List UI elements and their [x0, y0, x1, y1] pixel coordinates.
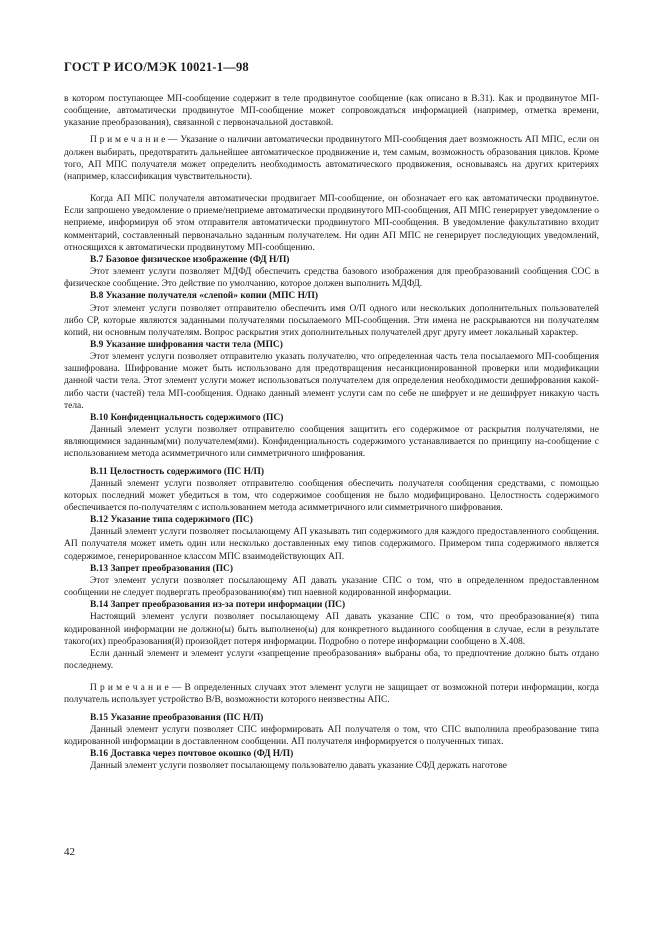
document-body: [64, 93, 599, 772]
paragraph: Данный элемент услуги позволяет отправителю сообщения защитить его содержимое от раскрытия получателями, не являющимися заданным(ми) получателем(ями). Конфиденциальность содержимого устанавливается по принципу на-сообщение с использованием метода асимметричного или симметричного шифрования.: [64, 425, 599, 460]
section-heading-b8: В.8 Указание получателя «слепой» копии (МПС Н/П): [90, 291, 319, 302]
section-heading-b14: В.14 Запрет преобразования из-за потери информации (ПС): [90, 600, 346, 611]
section-heading-b16: В.16 Доставка через почтовое окошко (ФД Н/П): [90, 748, 294, 759]
paragraph: Если данный элемент и элемент услуги «запрещение преобразования» выбраны оба, то предпочтение должно быть отдано последнему.: [64, 648, 599, 672]
paragraph: Этот элемент услуги позволяет отправителю обеспечить имя О/П одного или нескольких дополнительных пользователей либо СР, которые являются заданными получателями посылаемого МП-сообщения. Эти имена не раскрываются ни получателям копий, ни основным получателям. Вопрос раскрытия этих дополнительных получателей друг другу имеет локальный характер.: [64, 303, 599, 338]
paragraph: Этот элемент услуги позволяет МДФД обеспечить средства базового изображения для преобразований сообщения СОС в физическое сообщение. Это действие по умолчанию, которое должен выполнить МДФД.: [64, 267, 599, 290]
document-header: ГОСТ Р ИСО/МЭК 10021-1—98: [64, 60, 249, 74]
section-heading-b13: В.13 Запрет преобразования (ПС): [90, 563, 233, 574]
paragraph: Данный элемент услуги позволяет отправителю сообщения обеспечить получателя сообщения средствами, с помощью которых последний может убедиться в том, что содержимое сообщения не было модифицировано. Целостность содержимого обеспечивается по-получателям с использованием метода асимметричного или симметричного шифрования.: [64, 478, 599, 513]
paragraph: Настоящий элемент услуги позволяет посылающему АП давать указание СПС о том, что преобразование(я) типа кодированной информации не должно(ы) быть выполнено(ы) для конкретного выданного сообщения в случае, если в результате такого(их) преобразования(й) произойдет потеря информации. Подробно о потере информации сообщено в Х.408.: [64, 612, 599, 647]
note: [64, 134, 599, 183]
note-label: П р и м е ч а н и е —: [90, 683, 182, 694]
paragraph: Данный элемент услуги позволяет посылающему АП указывать тип содержимого для каждого предоставленного сообщения. АП получателя может иметь один или несколько доставленных ему типов содержимого. Примером типа содержимого является содержимое, генерированное классом МПС взаимодействующих АП.: [64, 527, 599, 562]
section-heading-b15: В.15 Указание преобразования (ПС Н/П): [90, 712, 264, 723]
paragraph: в котором поступающее МП-сообщение содержит в теле продвинутое сообщение (как описано в В.31). Как и продвинутое МП-сообщение, автоматически продвинутое МП-сообщение может сопровождаться информацией (например, отметка времени, указание преобразования), связанной с первоначальной доставкой.: [64, 94, 599, 129]
paragraph: Этот элемент услуги позволяет отправителю указать получателю, что определенная часть тела посылаемого МП-сообщения зашифрована. Шифрование может быть использовано для предотвращения несанкционированной проверки или модификации данной части тела. Этот элемент услуги может использоваться получателем для определения необходимости дешифрования какой-либо части (частей) тела МП-сообщения. Однако данный элемент услуги сам по себе не шифрует и не дешифрует никакую часть тела.: [64, 352, 599, 411]
paragraph: Данный элемент услуги позволяет СПС информировать АП получателя о том, что СПС выполнила преобразование типа кодированной информации в доставленном сообщении. АП получателя информируется о полученных типах.: [64, 724, 599, 747]
paragraph: Данный элемент услуги позволяет посылающему пользователю давать указание СФД держать наготове: [90, 761, 507, 772]
note-label: П р и м е ч а н и е —: [90, 135, 178, 146]
section-heading-b9: В.9 Указание шифрования части тела (МПС): [90, 339, 283, 350]
page-number: 42: [64, 846, 75, 858]
note: [64, 682, 599, 706]
section-heading-b11: В.11 Целостность содержимого (ПС Н/П): [90, 466, 265, 477]
paragraph: Этот элемент услуги позволяет посылающему АП давать указание СПС о том, что в определенном предоставленном сообщении не следует подвергать преобразованию(ям) тип наевной кодированной информации.: [64, 575, 599, 599]
note-text: Указание о наличии автоматически продвинутого МП-сообщения дает возможность АП МПС, если он должен выбирать, предотвратить дальнейшее автоматическое продвижение и, тем самым, возможность образования циклов. Кроме того, АП МПС получателя может определить необходимость автоматического продвижения, основываясь на других критериях (например, классификация чувствительности).: [64, 135, 599, 182]
section-heading-b12: В.12 Указание типа содержимого (ПС): [90, 515, 253, 526]
section-heading-b7: В.7 Базовое физическое изображение (ФД Н/П): [90, 254, 290, 265]
paragraph: Когда АП МПС получателя автоматически продвигает МП-сообщение, он обозначает его как автоматически продвинутое. Если запрошено уведомление о приеме/неприеме автоматически продвинутого МП-сообщения, АП МПС генерирует уведомление о неприеме, информируя об этом отправителя автоматически продвинутого МП-сообщения. В уведомление факультативно входит комментарий, составленный первоначально заданным получателем. Ни один АП МПС не генерирует последующих уведомлений, относящихся к автоматически продвинутому МП-сообщению.: [64, 194, 599, 253]
note-text: В определенных случаях этот элемент услуги не защищает от возможной потери информации, когда получатель использует устройство В/В, возможности которого неизвестны АПС.: [64, 683, 599, 706]
section-heading-b10: В.10 Конфиденциальность содержимого (ПС): [90, 412, 284, 423]
